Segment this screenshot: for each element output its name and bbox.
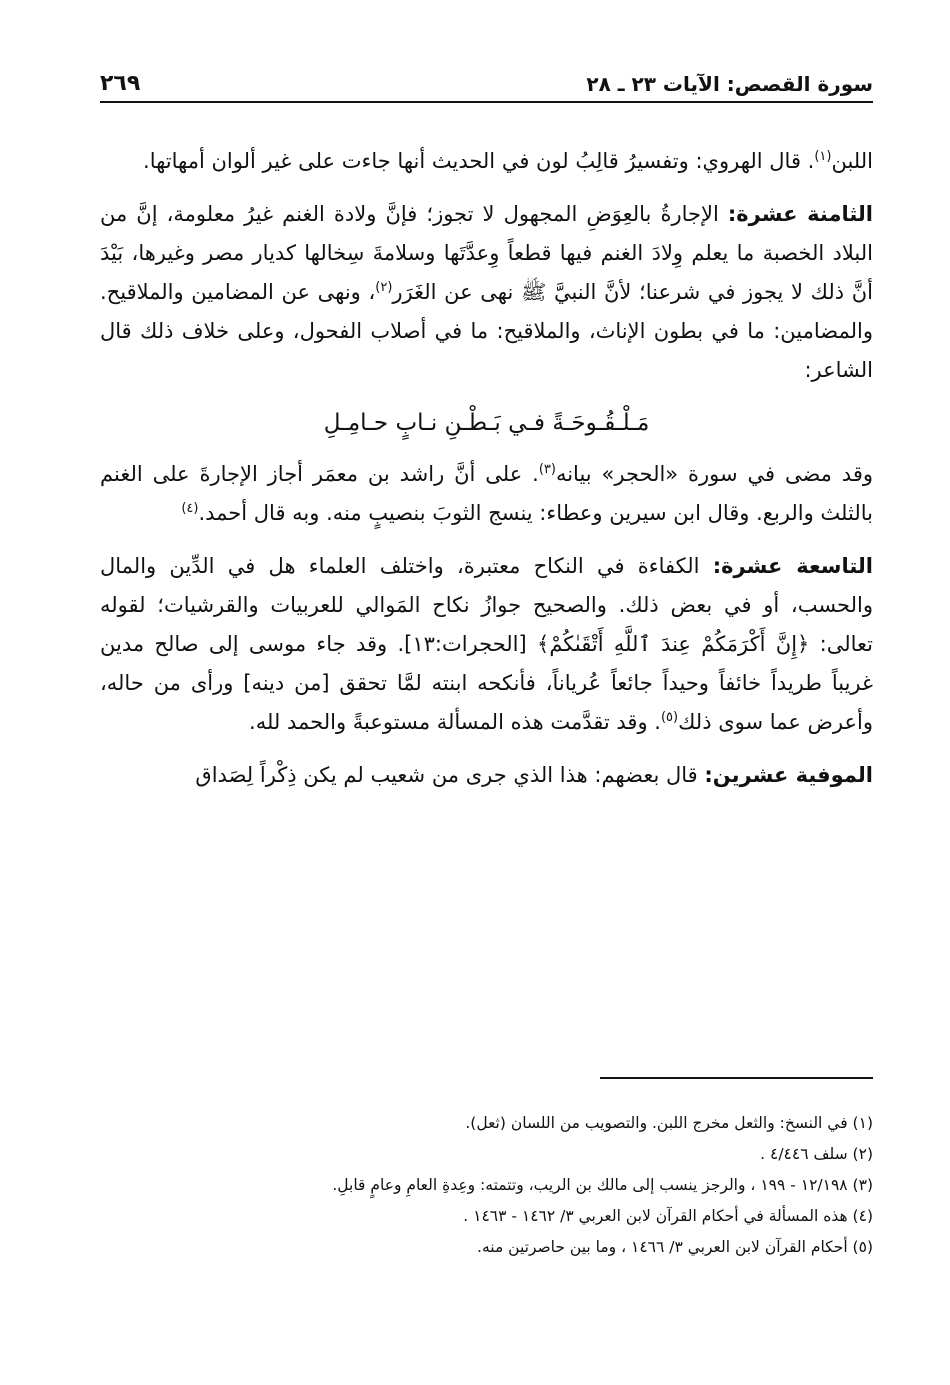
paragraph-18th <box>100 195 873 390</box>
footnote-ref-1: (١) <box>814 149 832 164</box>
footnote-5: (٥) أحكام القرآن لابن العربي ٣/ ١٤٦٦ ، وما بين حاصرتين منه. <box>477 1238 873 1256</box>
p4-text-a: الكفاءة في النكاح معتبرة، واختلف العلماء هل في الدِّين والمال والحسب، أو في بعض ذلك. والصحيح جوازُ نكاح المَوالي للعربيات والقرشيات؛ لقوله تعالى: <box>100 554 873 656</box>
section-heading-18: الثامنة عشرة: <box>727 202 874 226</box>
p1-text-before: اللبن <box>831 149 873 173</box>
footnote-ref-2: (٢) <box>375 280 393 295</box>
paragraph-19th <box>100 547 873 742</box>
header-rule <box>100 101 873 103</box>
p2-text-a: الإجارةُ بالعِوَضِ المجهول لا تجوز؛ فإنَّ ولادة الغنم غيرُ معلومة، إنَّ من البلاد الخصبة ما يعلم وِلادَ الغنم فيها قطعاً وِعدَّتَها وسلامةَ سِخالها كديار مصر وغيرها، بَيْدَ أنَّ ذلك لا يجوز في شرعنا؛ لأنَّ النبيَّ ﷺ نهى عن الغَرَر <box>100 202 874 304</box>
footnote-ref-4: (٤) <box>181 501 199 516</box>
footnote-3: (٣) ١٢/١٩٨ - ١٩٩ ، والرجز ينسب إلى مالك بن الريب، وتتمته: وعِدةِ العامِ وعامٍ قابلِ. <box>332 1176 873 1194</box>
p3-text-a: وقد مضى في سورة «الحجر» بيانه <box>555 462 874 486</box>
footnote-separator <box>600 1077 873 1079</box>
running-title: سورة القصص: الآيات ٢٣ ـ ٢٨ <box>586 72 873 96</box>
p1-text-after: . قال الهروي: وتفسيرُ قالِبُ لون في الحديث أنها جاءت على غير ألوان أمهاتها. <box>143 149 815 173</box>
p2-text-b: ، ونهى عن المضامين والملاقيح. والمضامين: ما في بطون الإناث، والملاقيح: ما في أصلاب الفحول، وعلى خلاف ذلك قال الشاعر: <box>100 280 873 382</box>
p4-text-b: [الحجرات:١٣]. وقد جاء موسى إلى صالح مدين غريباً طريداً خائفاً وحيداً جائعاً عُرياناً، فأنكحه ابنته لمَّا تحقق [من دينه] ورأى من حاله، وأعرض عما سوى ذلك <box>100 632 873 734</box>
footnote-2: (٢) سلف ٤/٤٤٦ . <box>760 1145 873 1163</box>
footnote-ref-5: (٥) <box>660 710 679 725</box>
section-heading-19: التاسعة عشرة: <box>712 554 874 578</box>
p4-text-c: . وقد تقدَّمت هذه المسألة مستوعبةً والحمد لله. <box>249 710 661 734</box>
paragraph-20th <box>100 756 873 795</box>
page-header <box>100 58 873 98</box>
footnote-ref-3: (٣) <box>538 462 556 477</box>
footnote-1: (١) في النسخ: والثعل مخرج اللبن. والتصويب من اللسان (ثعل). <box>465 1114 873 1132</box>
section-heading-20: الموفية عشرين: <box>704 763 873 787</box>
body-text <box>100 142 873 809</box>
paragraph-1 <box>100 142 873 181</box>
p3-text-b: . على أنَّ راشد بن معمَر أجاز الإجارةَ على الغنم بالثلث والربع. وقال ابن سيرين وعطاء: ينسج الثوبَ بنصيبٍ منه. وبه قال أحمد. <box>100 462 873 525</box>
paragraph-3 <box>100 455 873 533</box>
p5-text: قال بعضهم: هذا الذي جرى من شعيب لم يكن ذِكْراً لِصَداق <box>195 763 705 787</box>
page-number: ٢٦٩ <box>100 71 141 96</box>
footnote-4: (٤) هذه المسألة في أحكام القرآن لابن العربي ٣/ ١٤٦٢ - ١٤٦٣ . <box>463 1207 873 1225</box>
poetry-verse: مَـلْـقُـوحَـةً فـي بَـطْـنِ نـابٍ حـامِـلِ <box>323 410 650 436</box>
quran-quote: ﴿إِنَّ أَكْرَمَكُمْ عِندَ ٱللَّهِ أَتْقَىٰكُمْ﴾ <box>537 632 810 656</box>
footnotes <box>100 1108 873 1263</box>
